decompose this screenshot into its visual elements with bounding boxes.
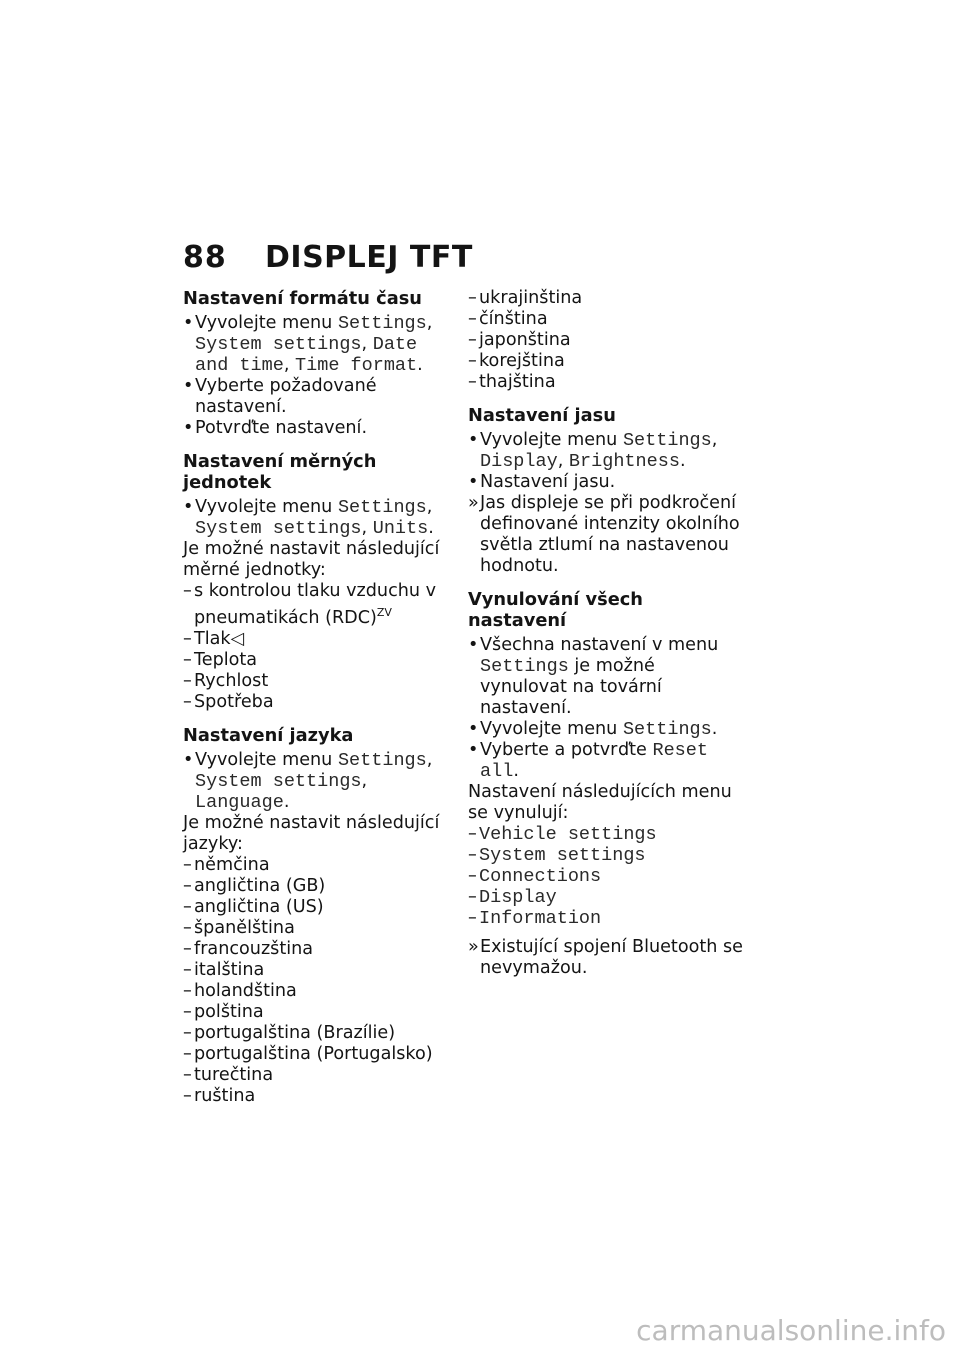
menu-path: Settings — [337, 313, 427, 334]
watermark: carmanualsonline.info — [636, 1314, 946, 1347]
list-item — [468, 351, 743, 372]
list-item — [183, 876, 448, 897]
reset-result — [468, 937, 743, 979]
dash-icon: – — [468, 309, 477, 329]
list-item — [183, 939, 448, 960]
step-text: Vyvolejte menu — [480, 719, 623, 739]
menu-name: Information — [479, 908, 602, 929]
menu-name: System settings — [479, 845, 646, 866]
list-item — [183, 960, 448, 981]
list-item-text: čínština — [479, 309, 548, 329]
dash-icon: – — [183, 939, 192, 959]
dash-icon: – — [183, 1002, 192, 1022]
dash-icon: – — [183, 650, 192, 670]
list-item-text: portugalština (Portugalsko) — [194, 1044, 433, 1064]
dash-icon: – — [183, 918, 192, 938]
brightness-step-1: • Vyvolejte menu Settings, Display, Brightness. — [468, 430, 718, 472]
dash-icon: – — [183, 581, 192, 601]
list-item-text: Spotřeba — [194, 692, 274, 712]
reset-step-3: • Vyberte a potvrďte Reset all. — [468, 740, 708, 782]
step-text: Vyvolejte menu — [195, 313, 338, 333]
language-step-1: • Vyvolejte menu Settings, System settings, Language. — [183, 750, 433, 813]
step-text: Vyvolejte menu — [195, 750, 338, 770]
list-item-text: ruština — [194, 1086, 256, 1106]
section-title-units: Nastavení měrných jednotek — [183, 451, 377, 493]
list-item — [183, 692, 448, 713]
dash-icon: – — [468, 887, 477, 907]
list-item — [183, 671, 448, 692]
list-item-text: italština — [194, 960, 265, 980]
step-text: Vyvolejte menu — [195, 497, 338, 517]
result-text: Jas displeje se při podkročení definované intenzity okolního světla ztlumí na nastavenou hodnotu. — [480, 493, 740, 576]
dash-icon: – — [468, 866, 477, 886]
bullet-icon: • — [183, 418, 194, 438]
list-item — [183, 855, 448, 876]
bullet-icon: • — [468, 740, 479, 760]
list-item-text: turečtina — [194, 1065, 274, 1085]
list-item — [468, 309, 743, 330]
dash-icon: – — [183, 1065, 192, 1085]
menu-path: Settings — [337, 497, 427, 518]
dash-icon: – — [468, 288, 477, 308]
list-item-text: angličtina (GB) — [194, 876, 326, 896]
page-header — [183, 240, 483, 280]
dash-icon: – — [183, 897, 192, 917]
menu-path: Date and time — [195, 334, 418, 376]
left-column — [183, 288, 448, 1107]
list-item-text: Teplota — [194, 650, 258, 670]
menu-path: Brightness — [568, 451, 680, 472]
list-item-text: Tlak◁ — [194, 629, 245, 649]
list-item — [468, 908, 743, 929]
step-text: Vyberte a potvrďte — [480, 740, 653, 760]
bullet-icon: • — [468, 472, 479, 492]
dash-icon: – — [468, 351, 477, 371]
dash-icon: – — [468, 908, 477, 928]
list-item — [183, 1023, 448, 1044]
list-item-text: korejština — [479, 351, 565, 371]
list-item — [183, 1044, 448, 1065]
reset-step-2: • Vyvolejte menu Settings. — [468, 719, 718, 740]
superscript-zv: ZV — [376, 606, 392, 619]
section-title-time-format: Nastavení formátu času — [183, 288, 422, 309]
chapter-title: DISPLEJ TFT — [265, 240, 473, 275]
list-item-text: japonština — [479, 330, 571, 350]
list-item — [183, 1086, 448, 1107]
dash-icon: – — [183, 1086, 192, 1106]
dash-icon: – — [468, 330, 477, 350]
list-item-text: polština — [194, 1002, 264, 1022]
language-list-left — [183, 855, 448, 1107]
section-title-language: Nastavení jazyka — [183, 725, 354, 746]
menu-path: Settings — [480, 656, 569, 677]
time-format-step-2 — [183, 376, 448, 418]
bullet-icon: • — [468, 635, 479, 655]
bullet-icon: • — [468, 430, 479, 450]
list-item-text: holandština — [194, 981, 297, 1001]
step-text: Nastavení jasu. — [480, 472, 616, 492]
section-title-reset: Vynulování všech nastavení — [468, 589, 643, 631]
language-note: Je možné nastavit následující jazyky: — [183, 813, 440, 854]
dash-icon: – — [468, 372, 477, 392]
bullet-icon: • — [183, 750, 194, 770]
dash-icon: – — [183, 671, 192, 691]
reset-note: Nastavení následujících menu se vynulují: — [468, 782, 732, 823]
menu-name: Display — [479, 887, 557, 908]
menu-path: Settings — [337, 750, 427, 771]
list-item — [183, 981, 448, 1002]
list-item-text: s kontrolou tlaku vzduchu v pneumatikách (RDC) — [194, 581, 437, 628]
dash-icon: – — [468, 845, 477, 865]
list-item-text: portugalština (Brazílie) — [194, 1023, 396, 1043]
list-item-text: francouzština — [194, 939, 314, 959]
units-note: Je možné nastavit následující měrné jednotky: — [183, 539, 440, 580]
list-item — [468, 845, 743, 866]
result-text: Existující spojení Bluetooth se nevymažou. — [480, 937, 743, 978]
list-item — [183, 581, 448, 629]
list-item — [468, 288, 743, 309]
bullet-icon: • — [183, 313, 194, 333]
menu-path: Settings — [622, 430, 712, 451]
list-item — [468, 866, 743, 887]
list-item-text: ukrajinština — [479, 288, 583, 308]
dash-icon: – — [183, 1044, 192, 1064]
menu-path: System settings — [195, 771, 362, 792]
brightness-result — [468, 493, 743, 577]
list-item — [183, 897, 448, 918]
step-text: Potvrďte nastavení. — [195, 418, 368, 438]
time-format-step-1: • Vyvolejte menu Settings, System settings, Date and time, Time format. — [183, 313, 433, 376]
list-item — [183, 1065, 448, 1086]
list-item — [183, 650, 448, 671]
list-item — [468, 824, 743, 845]
menu-path: Units — [372, 518, 429, 539]
section-title-brightness: Nastavení jasu — [468, 405, 616, 426]
language-list-right — [468, 288, 743, 393]
dash-icon: – — [468, 824, 477, 844]
list-item — [468, 330, 743, 351]
step-text: Vyberte požadované nastavení. — [195, 376, 377, 417]
dash-icon: – — [183, 960, 192, 980]
reset-step-1 — [468, 635, 743, 719]
list-item-text: španělština — [194, 918, 295, 938]
menu-path: Language — [195, 792, 284, 813]
menu-path: Settings — [622, 719, 712, 740]
step-text: Vyvolejte menu — [480, 430, 623, 450]
list-item-text: angličtina (US) — [194, 897, 324, 917]
bullet-icon: • — [468, 719, 479, 739]
bullet-icon: • — [183, 376, 194, 396]
right-column — [468, 288, 743, 979]
list-item — [468, 372, 743, 393]
menu-name: Vehicle settings — [479, 824, 657, 845]
menu-path: Reset all — [480, 740, 708, 782]
step-text: je možné vynulovat na tovární nastavení. — [480, 656, 662, 718]
dash-icon: – — [183, 629, 192, 649]
list-item — [183, 918, 448, 939]
dash-icon: – — [183, 1023, 192, 1043]
bullet-icon: • — [183, 497, 194, 517]
dash-icon: – — [183, 876, 192, 896]
dash-icon: – — [183, 692, 192, 712]
units-step-1: • Vyvolejte menu Settings, System settings, Units. — [183, 497, 434, 539]
list-item-text: Rychlost — [194, 671, 269, 691]
list-item — [183, 1002, 448, 1023]
menu-path: Time format — [295, 355, 418, 376]
dash-icon: – — [183, 981, 192, 1001]
step-text: Všechna nastavení v menu — [480, 635, 719, 655]
time-format-step-3 — [183, 418, 448, 439]
result-arrow-icon: » — [468, 493, 479, 513]
menu-path: System settings — [195, 334, 362, 355]
list-item-text: němčina — [194, 855, 270, 875]
brightness-step-2 — [468, 472, 743, 493]
menu-name: Connections — [479, 866, 602, 887]
page-number: 88 — [183, 240, 227, 275]
menu-path: System settings — [195, 518, 362, 539]
list-item — [183, 629, 448, 650]
result-arrow-icon: » — [468, 937, 479, 957]
list-item — [468, 887, 743, 908]
dash-icon: – — [183, 855, 192, 875]
list-item-text: thajština — [479, 372, 556, 392]
menu-path: Display — [480, 451, 558, 472]
